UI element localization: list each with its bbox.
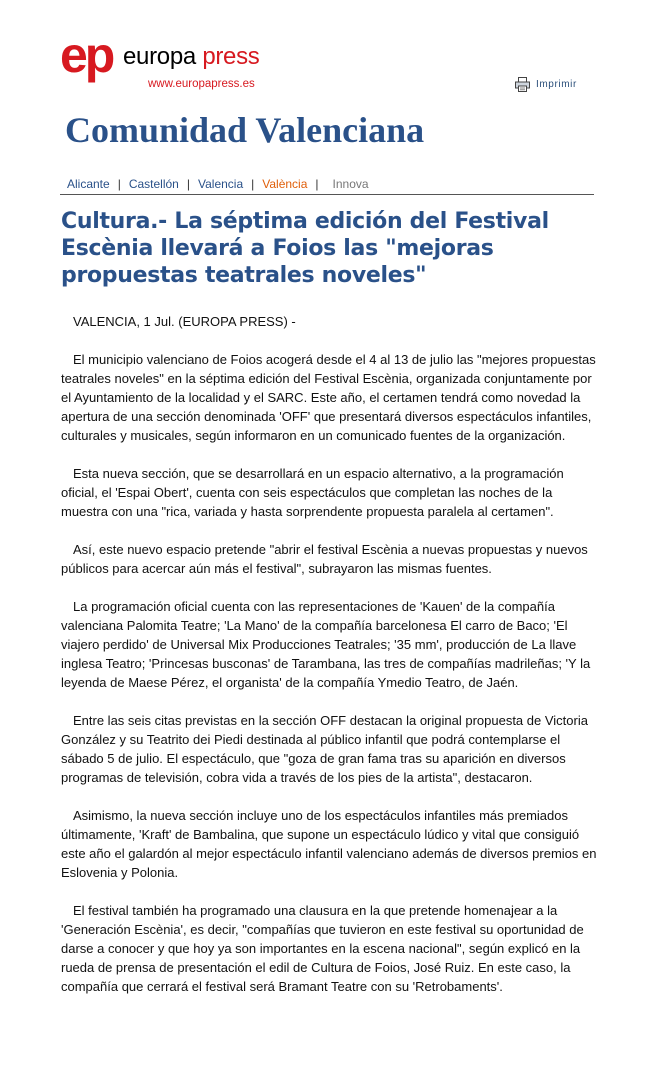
article-body <box>61 312 597 1015</box>
article-paragraph: Así, este nuevo espacio pretende "abrir el festival Escènia a nuevas propuestas y nuevos públicos para acercar aún más el festival", subrayaron las mismas fuentes. <box>61 542 588 576</box>
nav-item-innova[interactable]: Innova <box>332 177 369 191</box>
europa-press-logo[interactable] <box>60 27 320 96</box>
logo-ep-mark: ep <box>60 27 113 83</box>
logo-word-europa: europa <box>123 43 196 70</box>
nav-separator: | <box>186 177 190 191</box>
nav-item-alicante[interactable]: Alicante <box>67 177 110 191</box>
section-title: Comunidad Valenciana <box>65 110 425 150</box>
logo-wordmark <box>123 44 260 70</box>
article-headline: Cultura.- La séptima edición del Festival Escènia llevará a Foios las "mejoras propuestas teatrales noveles" <box>61 209 549 288</box>
article-paragraph: Asimismo, la nueva sección incluye uno de los espectáculos infantiles más premiados últimamente, 'Kraft' de Bambalina, que supone un espectáculo lúdico y vital que consiguió este año el galardón al mejor espectáculo infantil valenciano además de diversos premios en Eslovenia y Polonia. <box>61 808 597 880</box>
region-nav <box>60 176 594 195</box>
print-label: Imprimir <box>536 78 577 90</box>
print-link[interactable] <box>515 76 577 92</box>
article-paragraph: Entre las seis citas previstas en la sección OFF destacan la original propuesta de Victoria González y su Teatrito dei Piedi destinada al público infantil que podrá contemplarse el sábado 5 de julio. El espectáculo, que "goza de gran fama tras su aparición en diversos programas de televisión, cobra vida a través de los pies de la artista", destacaron. <box>61 713 588 785</box>
article-dateline: VALENCIA, 1 Jul. (EUROPA PRESS) - <box>73 314 296 329</box>
nav-separator: | <box>251 177 255 191</box>
nav-item-castellon[interactable]: Castellón <box>128 177 179 191</box>
article-paragraph: El festival también ha programado una clausura en la que pretende homenajear a la 'Generación Escènia', es decir, "compañías que tuvieron en este festival su oportunidad de darse a conocer y que hoy ya son importantes en la escena nacional", según explicó en la rueda de prensa de presentación el edil de Cultura de Foios, José Ruiz. En este caso, la compañía que cerrará el festival será Bramant Teatre con su 'Retrobaments'. <box>61 903 584 994</box>
logo-url[interactable]: www.europapress.es <box>148 78 255 90</box>
nav-item-valencia[interactable]: Valencia <box>197 177 244 191</box>
printer-icon <box>515 77 530 92</box>
nav-separator: | <box>117 177 121 191</box>
article-paragraph: El municipio valenciano de Foios acogerá desde el 4 al 13 de julio las "mejores propuestas teatrales noveles" en la séptima edición del Festival Escènia, organizada conjuntamente por el Ayuntamiento de la localidad y el SARC. Este año, el certamen tendrá como novedad la apertura de una sección denominada 'OFF' que presentará diversos espectáculos infantiles, culturales y musicales, según informaron en un comunicado fuentes de la organización. <box>61 352 596 443</box>
article-paragraph: La programación oficial cuenta con las representaciones de 'Kauen' de la compañía valenciana Palomita Teatre; 'La Mano' de la compañía barcelonesa El carro de Baco; 'El viajero perdido' de Universal Mix Producciones Teatrales; '35 mm', producción de La llave inglesa Teatro; 'Princesas busconas' de Tarambana, las tres de compañías madrileñas; 'Y la leyenda de Maese Pérez, el organista' de la compañía Ymedio Teatro, de Jaén. <box>61 599 591 690</box>
logo-word-press: press <box>202 43 260 70</box>
nav-item-valencia-val[interactable]: València <box>262 177 308 191</box>
nav-separator: | <box>315 177 319 191</box>
article-paragraph: Esta nueva sección, que se desarrollará en un espacio alternativo, a la programación oficial, el 'Espai Obert', cuenta con seis espectáculos que completan las noches de la muestra con una "rica, variada y hasta sorprendente propuesta paralela al certamen". <box>61 466 564 519</box>
